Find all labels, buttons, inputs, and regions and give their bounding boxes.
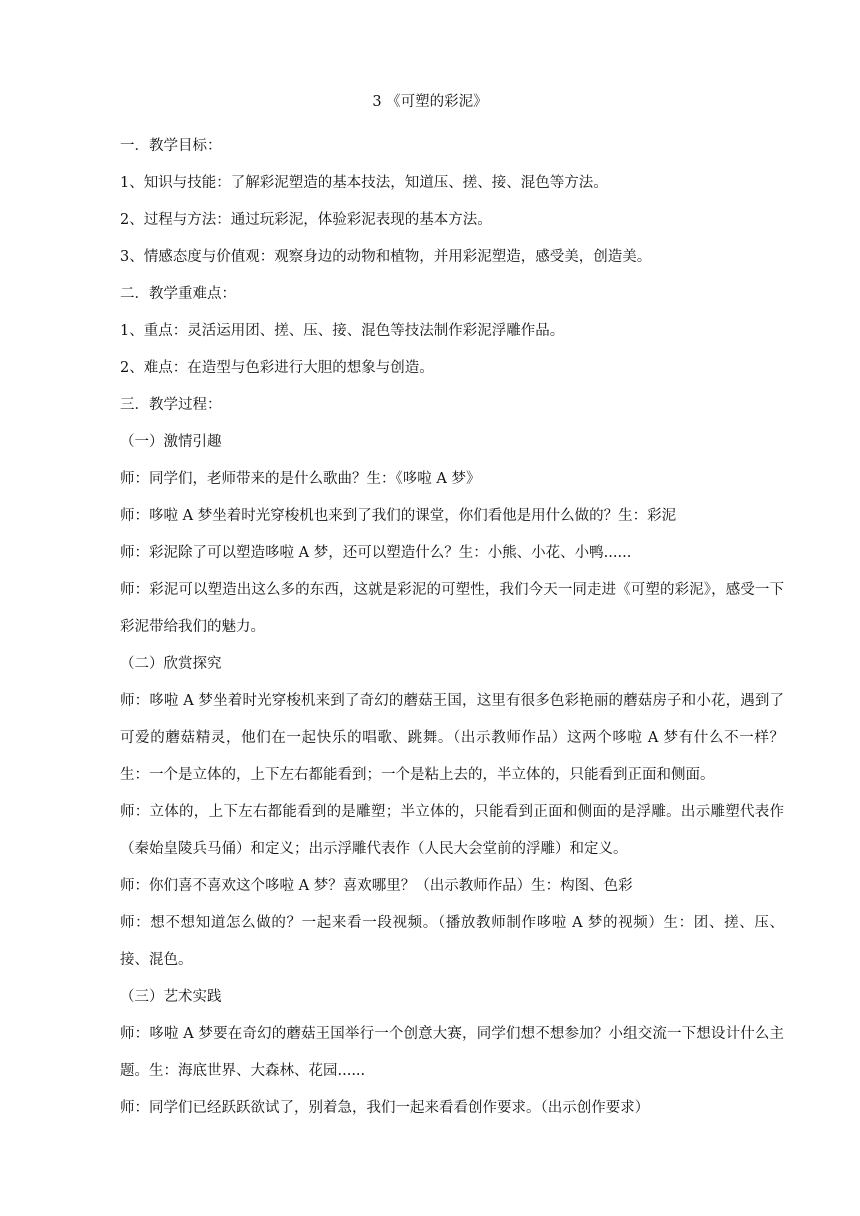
dialogue-paragraph: 师：想不想知道怎么做的？一起来看一段视频。（播放教师制作哆啦 A 梦的视频）生：团、搓、压、接、混色。	[120, 914, 784, 968]
section-heading-objectives: 一．教学目标：	[120, 138, 222, 154]
dialogue-paragraph: 师：哆啦 A 梦要在奇幻的蘑菇王国举行一个创意大赛，同学们想不想参加？小组交流一下想设计什么主题。生：海底世界、大森林、花园......	[120, 1025, 784, 1079]
document-body	[120, 136, 784, 1135]
objective-knowledge: 1、知识与技能：了解彩泥塑造的基本技法，知道压、搓、接、混色等方法。	[120, 175, 608, 191]
dialogue-line: 师：你们喜不喜欢这个哆啦 A 梦？喜欢哪里？（出示教师作品）生：构图、色彩	[120, 878, 633, 894]
dialogue-paragraph: 师：彩泥可以塑造出这么多的东西，这就是彩泥的可塑性，我们今天一同走进《可塑的彩泥》，感受一下彩泥带给我们的魅力。	[120, 581, 784, 635]
document-title: 3 《可塑的彩泥》	[372, 94, 488, 110]
dialogue-paragraph: 师：立体的，上下左右都能看到的是雕塑；半立体的，只能看到正面和侧面的是浮雕。出示雕塑代表作（秦始皇陵兵马俑）和定义；出示浮雕代表作（人民大会堂前的浮雕）和定义。	[120, 803, 784, 857]
dialogue-line: 师：彩泥除了可以塑造哆啦 A 梦，还可以塑造什么？生：小熊、小花、小鸭......	[120, 545, 632, 561]
section-heading-key-points: 二．教学重难点：	[120, 286, 236, 302]
subsection-heading-practice: （三）艺术实践	[120, 989, 222, 1005]
dialogue-paragraph: 师：哆啦 A 梦坐着时光穿梭机来到了奇幻的蘑菇王国，这里有很多色彩艳丽的蘑菇房子和小花，遇到了可爱的蘑菇精灵，他们在一起快乐的唱歌、跳舞。（出示教师作品）这两个哆啦 A 梦有什么不一样？生：一个是立体的，上下左右都能看到；一个是粘上去的，半立体的，只能看到正面和侧面。	[120, 692, 784, 783]
dialogue-line: 师：同学们，老师带来的是什么歌曲？生：《哆啦 A 梦》	[120, 471, 481, 487]
subsection-heading-intro: （一）激情引趣	[120, 434, 222, 450]
subsection-heading-appreciation: （二）欣赏探究	[120, 656, 222, 672]
difficult-point: 2、难点：在造型与色彩进行大胆的想象与创造。	[120, 360, 434, 376]
section-heading-process: 三．教学过程：	[120, 397, 222, 413]
objective-process: 2、过程与方法：通过玩彩泥，体验彩泥表现的基本方法。	[120, 212, 492, 228]
objective-attitude: 3、情感态度与价值观：观察身边的动物和植物，并用彩泥塑造，感受美，创造美。	[120, 249, 652, 265]
dialogue-line: 师：同学们已经跃跃欲试了，别着急，我们一起来看看创作要求。（出示创作要求）	[120, 1100, 650, 1116]
dialogue-line: 师：哆啦 A 梦坐着时光穿梭机也来到了我们的课堂，你们看他是用什么做的？生：彩泥	[120, 508, 677, 524]
key-point: 1、重点：灵活运用团、搓、压、接、混色等技法制作彩泥浮雕作品。	[120, 323, 565, 339]
